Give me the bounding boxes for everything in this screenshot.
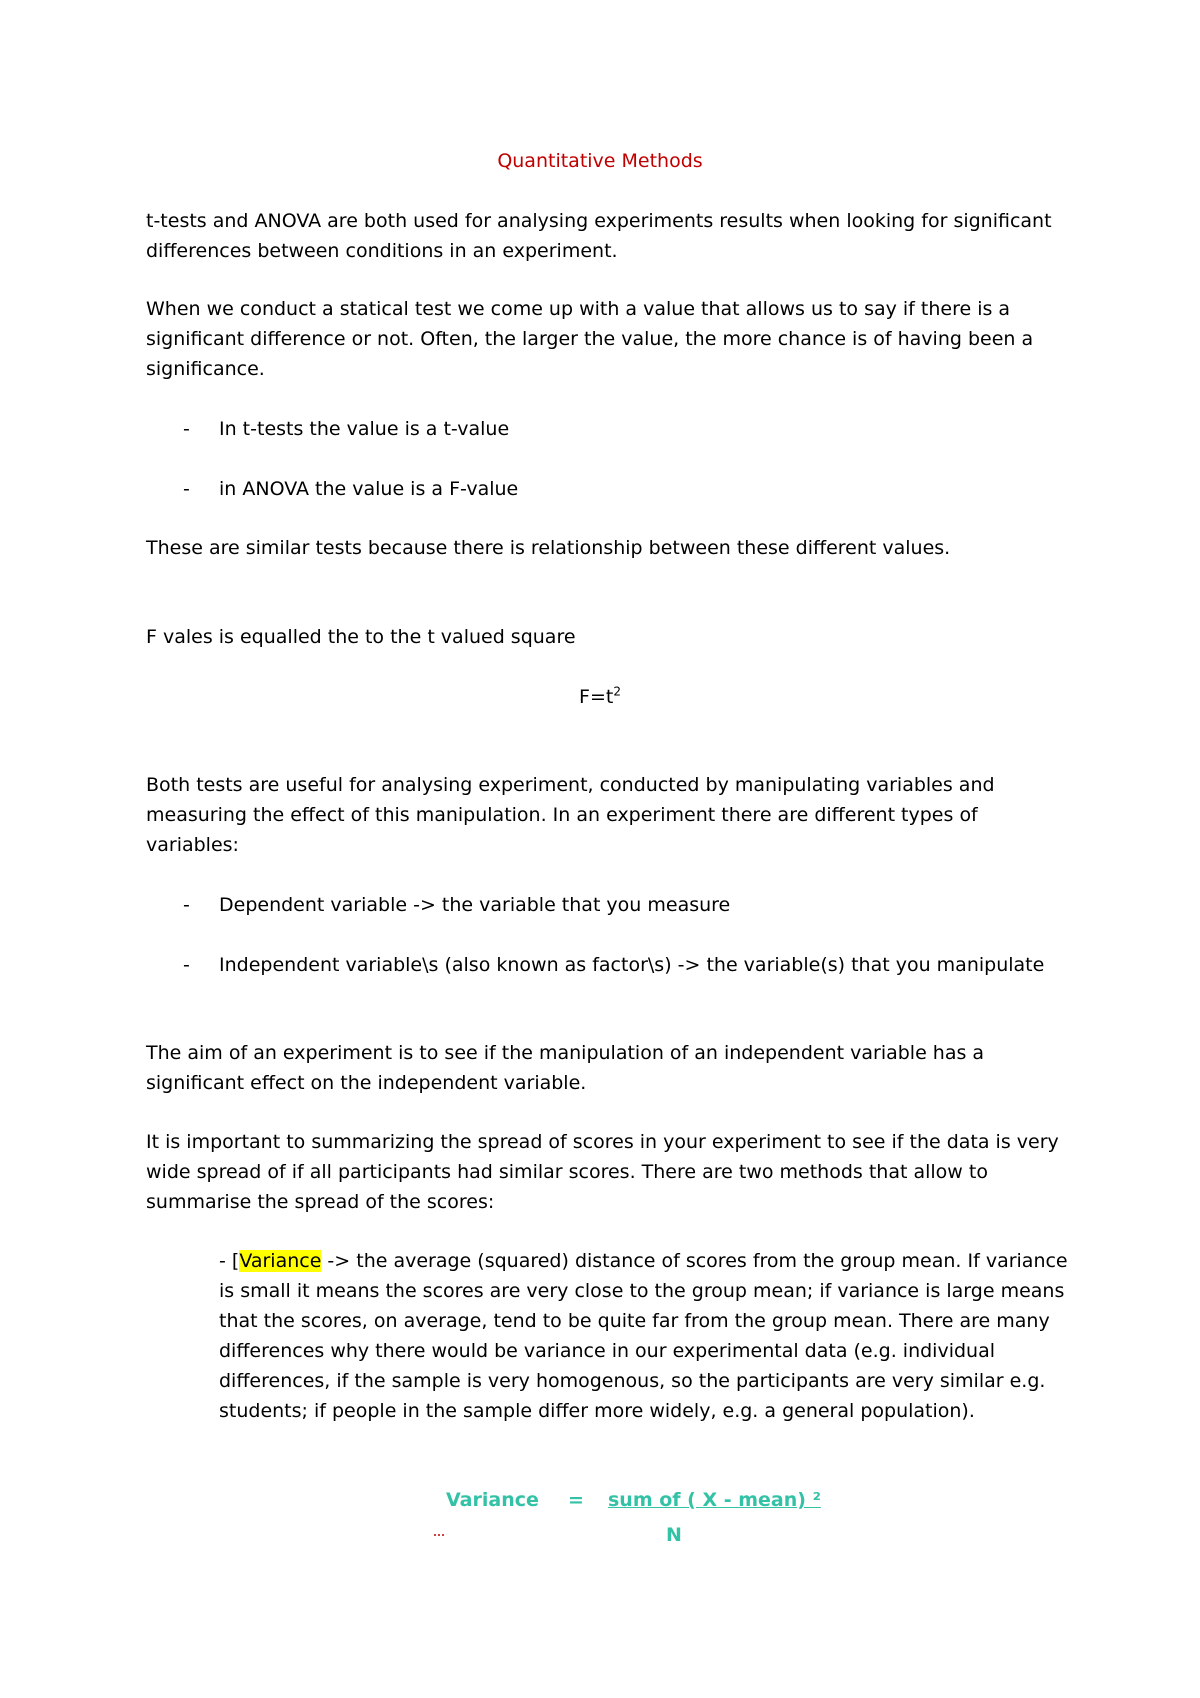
paragraph-intro: t-tests and ANOVA are both used for analysing experiments results when looking for significant differences between conditions in an experiment.: [146, 210, 1052, 262]
bullet-dash: -: [183, 954, 190, 976]
list-item-t-value: [183, 414, 1073, 444]
variance-definition: [219, 1246, 1077, 1426]
variance-highlighted-term: Variance: [239, 1250, 322, 1272]
paragraph-statistical-test: When we conduct a statical test we come up with a value that allows us to say if there is a significant difference or not. Often, the larger the value, the more chance is of having been a significance.: [146, 298, 1034, 380]
formula-variance-label: Variance: [446, 1489, 539, 1511]
paragraph-both-tests: Both tests are useful for analysing experiment, conducted by manipulating variables and measuring the effect of this manipulation. In an experiment there are different types of variables:: [146, 774, 995, 856]
formula-denominator: N: [666, 1524, 682, 1546]
paragraph-similar-tests: These are similar tests because there is relationship between these different values.: [146, 537, 951, 559]
variance-prefix: - [: [219, 1250, 240, 1272]
list-item-text: Independent variable\s (also known as factor\s) -> the variable(s) that you manipulate: [219, 954, 1045, 976]
page-title: Quantitative Methods: [497, 150, 703, 172]
list-item-text: in ANOVA the value is a F-value: [219, 478, 519, 500]
list-item-dependent-variable: [183, 890, 1073, 920]
equation-base: F=t: [579, 686, 614, 708]
paragraph-spread: It is important to summarizing the spread of scores in your experiment to see if the data is very wide spread of if all participants had similar scores. There are two methods that allow to summarise the spread of the scores:: [146, 1131, 1059, 1213]
formula-equals: =: [568, 1489, 584, 1511]
red-squiggle-mark: [434, 1530, 444, 1536]
paragraph-aim: The aim of an experiment is to see if the manipulation of an independent variable has a significant effect on the independent variable.: [146, 1042, 985, 1094]
variance-text: -> the average (squared) distance of scores from the group mean. If variance is small it means the scores are very close to the group mean; if variance is large means that the scores, on average, tend to be quite far from the group mean. There are many differences why there would be variance in our experimental data (e.g. individual differences, if the sample is very homogenous, so the participants are very similar e.g. students; if people in the sample differ more widely, e.g. a general population).: [219, 1250, 1068, 1422]
bullet-dash: -: [183, 418, 190, 440]
formula-numerator: sum of ( X - mean) ²: [608, 1489, 821, 1511]
list-item-text: In t-tests the value is a t-value: [219, 418, 510, 440]
list-item-f-value: [183, 474, 1073, 504]
bullet-dash: -: [183, 478, 190, 500]
list-item-independent-variable: [183, 950, 1073, 980]
list-item-text: Dependent variable -> the variable that you measure: [219, 894, 731, 916]
paragraph-f-square: F vales is equalled the to the t valued square: [146, 626, 576, 648]
equation-exponent: 2: [613, 684, 621, 699]
equation-f-t-squared: [0, 682, 1200, 712]
bullet-dash: -: [183, 894, 190, 916]
